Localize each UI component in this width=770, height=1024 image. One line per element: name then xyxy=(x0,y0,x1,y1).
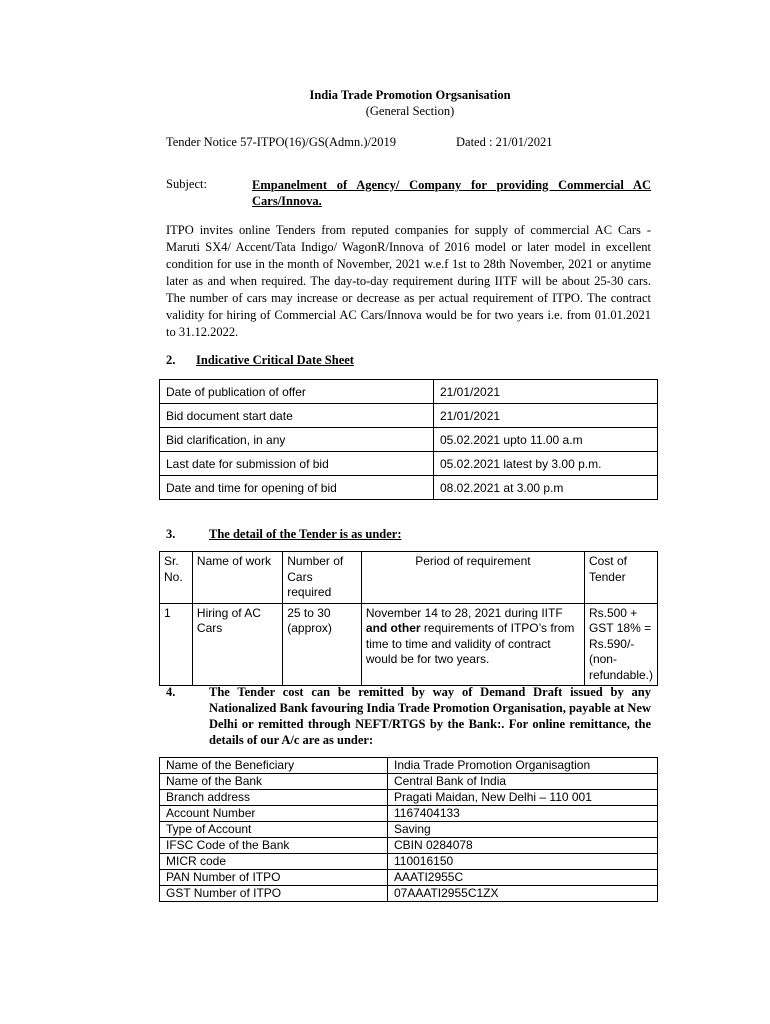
tender-notice-number: Tender Notice 57-ITPO(16)/GS(Admn.)/2019 xyxy=(166,135,396,149)
bank-details-table xyxy=(159,757,658,902)
work-cell: Hiring of AC Cars xyxy=(192,603,282,686)
table-row xyxy=(160,774,658,790)
table-row xyxy=(160,806,658,822)
date-label: Bid document start date xyxy=(160,404,434,428)
section-2-number: 2. xyxy=(166,353,176,367)
table-row xyxy=(160,603,658,686)
date-value: 05.02.2021 latest by 3.00 p.m. xyxy=(434,452,658,476)
date-value: 21/01/2021 xyxy=(434,404,658,428)
bank-value: CBIN 0284078 xyxy=(388,838,658,854)
table-row xyxy=(160,854,658,870)
table-row xyxy=(160,822,658,838)
bank-value: Saving xyxy=(388,822,658,838)
table-header-row xyxy=(160,552,658,604)
intro-paragraph: ITPO invites online Tenders from reputed companies for supply of commercial AC Cars - Maruti SX4/ Accent/Tata Indigo/ WagonR/Innova of 2016 model or later model in excellent condition for use in the month of November, 2021 w.e.f 1st to 28th November, 2021 or anytime later as and when required. The day-to-day requirement during IITF will be about 25-30 cars. The number of cars may increase or decrease as per actual requirement of ITPO. The contract validity for hiring of Commercial AC Cars/Innova would be for two years i.e. from 01.01.2021 to 31.12.2022. xyxy=(166,223,651,339)
bank-value: Pragati Maidan, New Delhi – 110 001 xyxy=(388,790,658,806)
column-header: Sr. No. xyxy=(160,552,193,604)
bank-value: AAATI2955C xyxy=(388,870,658,886)
table-row xyxy=(160,476,658,500)
subject-label: Subject: xyxy=(166,177,207,191)
period-text-rest: requirements of ITPO’s from time to time and validity of contract would be for two years. xyxy=(365,621,575,666)
bank-label: Branch address xyxy=(160,790,388,806)
section-4-number: 4. xyxy=(166,685,176,699)
column-header: Period of requirement xyxy=(361,552,584,604)
bank-value: Central Bank of India xyxy=(388,774,658,790)
column-header: Cost of Tender xyxy=(584,552,657,604)
table-row xyxy=(160,428,658,452)
table-row xyxy=(160,404,658,428)
date-value: 05.02.2021 upto 11.00 a.m xyxy=(434,428,658,452)
table-row xyxy=(160,452,658,476)
section-4-text: The Tender cost can be remitted by way of Demand Draft issued by any Nationalized Bank favouring India Trade Promotion Organisation, payable at New Delhi or remitted through NEFT/RTGS by the Bank:. For online remittance, the details of our A/c are as under: xyxy=(209,685,651,747)
bank-label: Name of the Beneficiary xyxy=(160,758,388,774)
column-header: Name of work xyxy=(192,552,282,604)
bank-label: Account Number xyxy=(160,806,388,822)
date-value: 21/01/2021 xyxy=(434,380,658,404)
section-3-number: 3. xyxy=(166,527,176,541)
period-cell xyxy=(361,603,584,686)
page-subtitle: (General Section) xyxy=(365,104,455,118)
date-label: Date and time for opening of bid xyxy=(160,476,434,500)
table-row xyxy=(160,758,658,774)
section-4 xyxy=(166,684,651,748)
tender-detail-table xyxy=(159,551,658,686)
date-label: Bid clarification, in any xyxy=(160,428,434,452)
bank-label: MICR code xyxy=(160,854,388,870)
page-title: India Trade Promotion Orgsanisation xyxy=(309,88,511,102)
bank-label: Type of Account xyxy=(160,822,388,838)
date-value: 08.02.2021 at 3.00 p.m xyxy=(434,476,658,500)
bank-value: India Trade Promotion Organisagtion xyxy=(388,758,658,774)
table-row xyxy=(160,870,658,886)
cars-cell: 25 to 30 (approx) xyxy=(283,603,362,686)
section-3-title: The detail of the Tender is as under: xyxy=(209,527,402,541)
bank-label: GST Number of ITPO xyxy=(160,886,388,902)
period-text: November 14 to 28, 2021 during IITF xyxy=(365,605,563,620)
sr-no-cell: 1 xyxy=(160,603,193,686)
date-label: Last date for submission of bid xyxy=(160,452,434,476)
critical-date-table xyxy=(159,379,658,500)
bank-value: 07AAATI2955C1ZX xyxy=(388,886,658,902)
subject-text: Empanelment of Agency/ Company for providing Commercial AC Cars/Innova. xyxy=(252,178,651,208)
bank-value: 110016150 xyxy=(388,854,658,870)
tender-date: Dated : 21/01/2021 xyxy=(456,135,553,149)
section-2-title: Indicative Critical Date Sheet xyxy=(196,353,354,367)
period-bold-text: and other xyxy=(365,621,421,635)
table-row xyxy=(160,886,658,902)
table-row xyxy=(160,838,658,854)
bank-label: Name of the Bank xyxy=(160,774,388,790)
column-header: Number of Cars required xyxy=(283,552,362,604)
table-row xyxy=(160,790,658,806)
table-row xyxy=(160,380,658,404)
bank-label: PAN Number of ITPO xyxy=(160,870,388,886)
date-label: Date of publication of offer xyxy=(160,380,434,404)
bank-label: IFSC Code of the Bank xyxy=(160,838,388,854)
bank-value: 1167404133 xyxy=(388,806,658,822)
section-2-heading xyxy=(166,353,354,368)
section-3-heading xyxy=(166,527,402,542)
cost-cell: Rs.500 + GST 18% = Rs.590/- (non-refundable.) xyxy=(584,603,657,686)
